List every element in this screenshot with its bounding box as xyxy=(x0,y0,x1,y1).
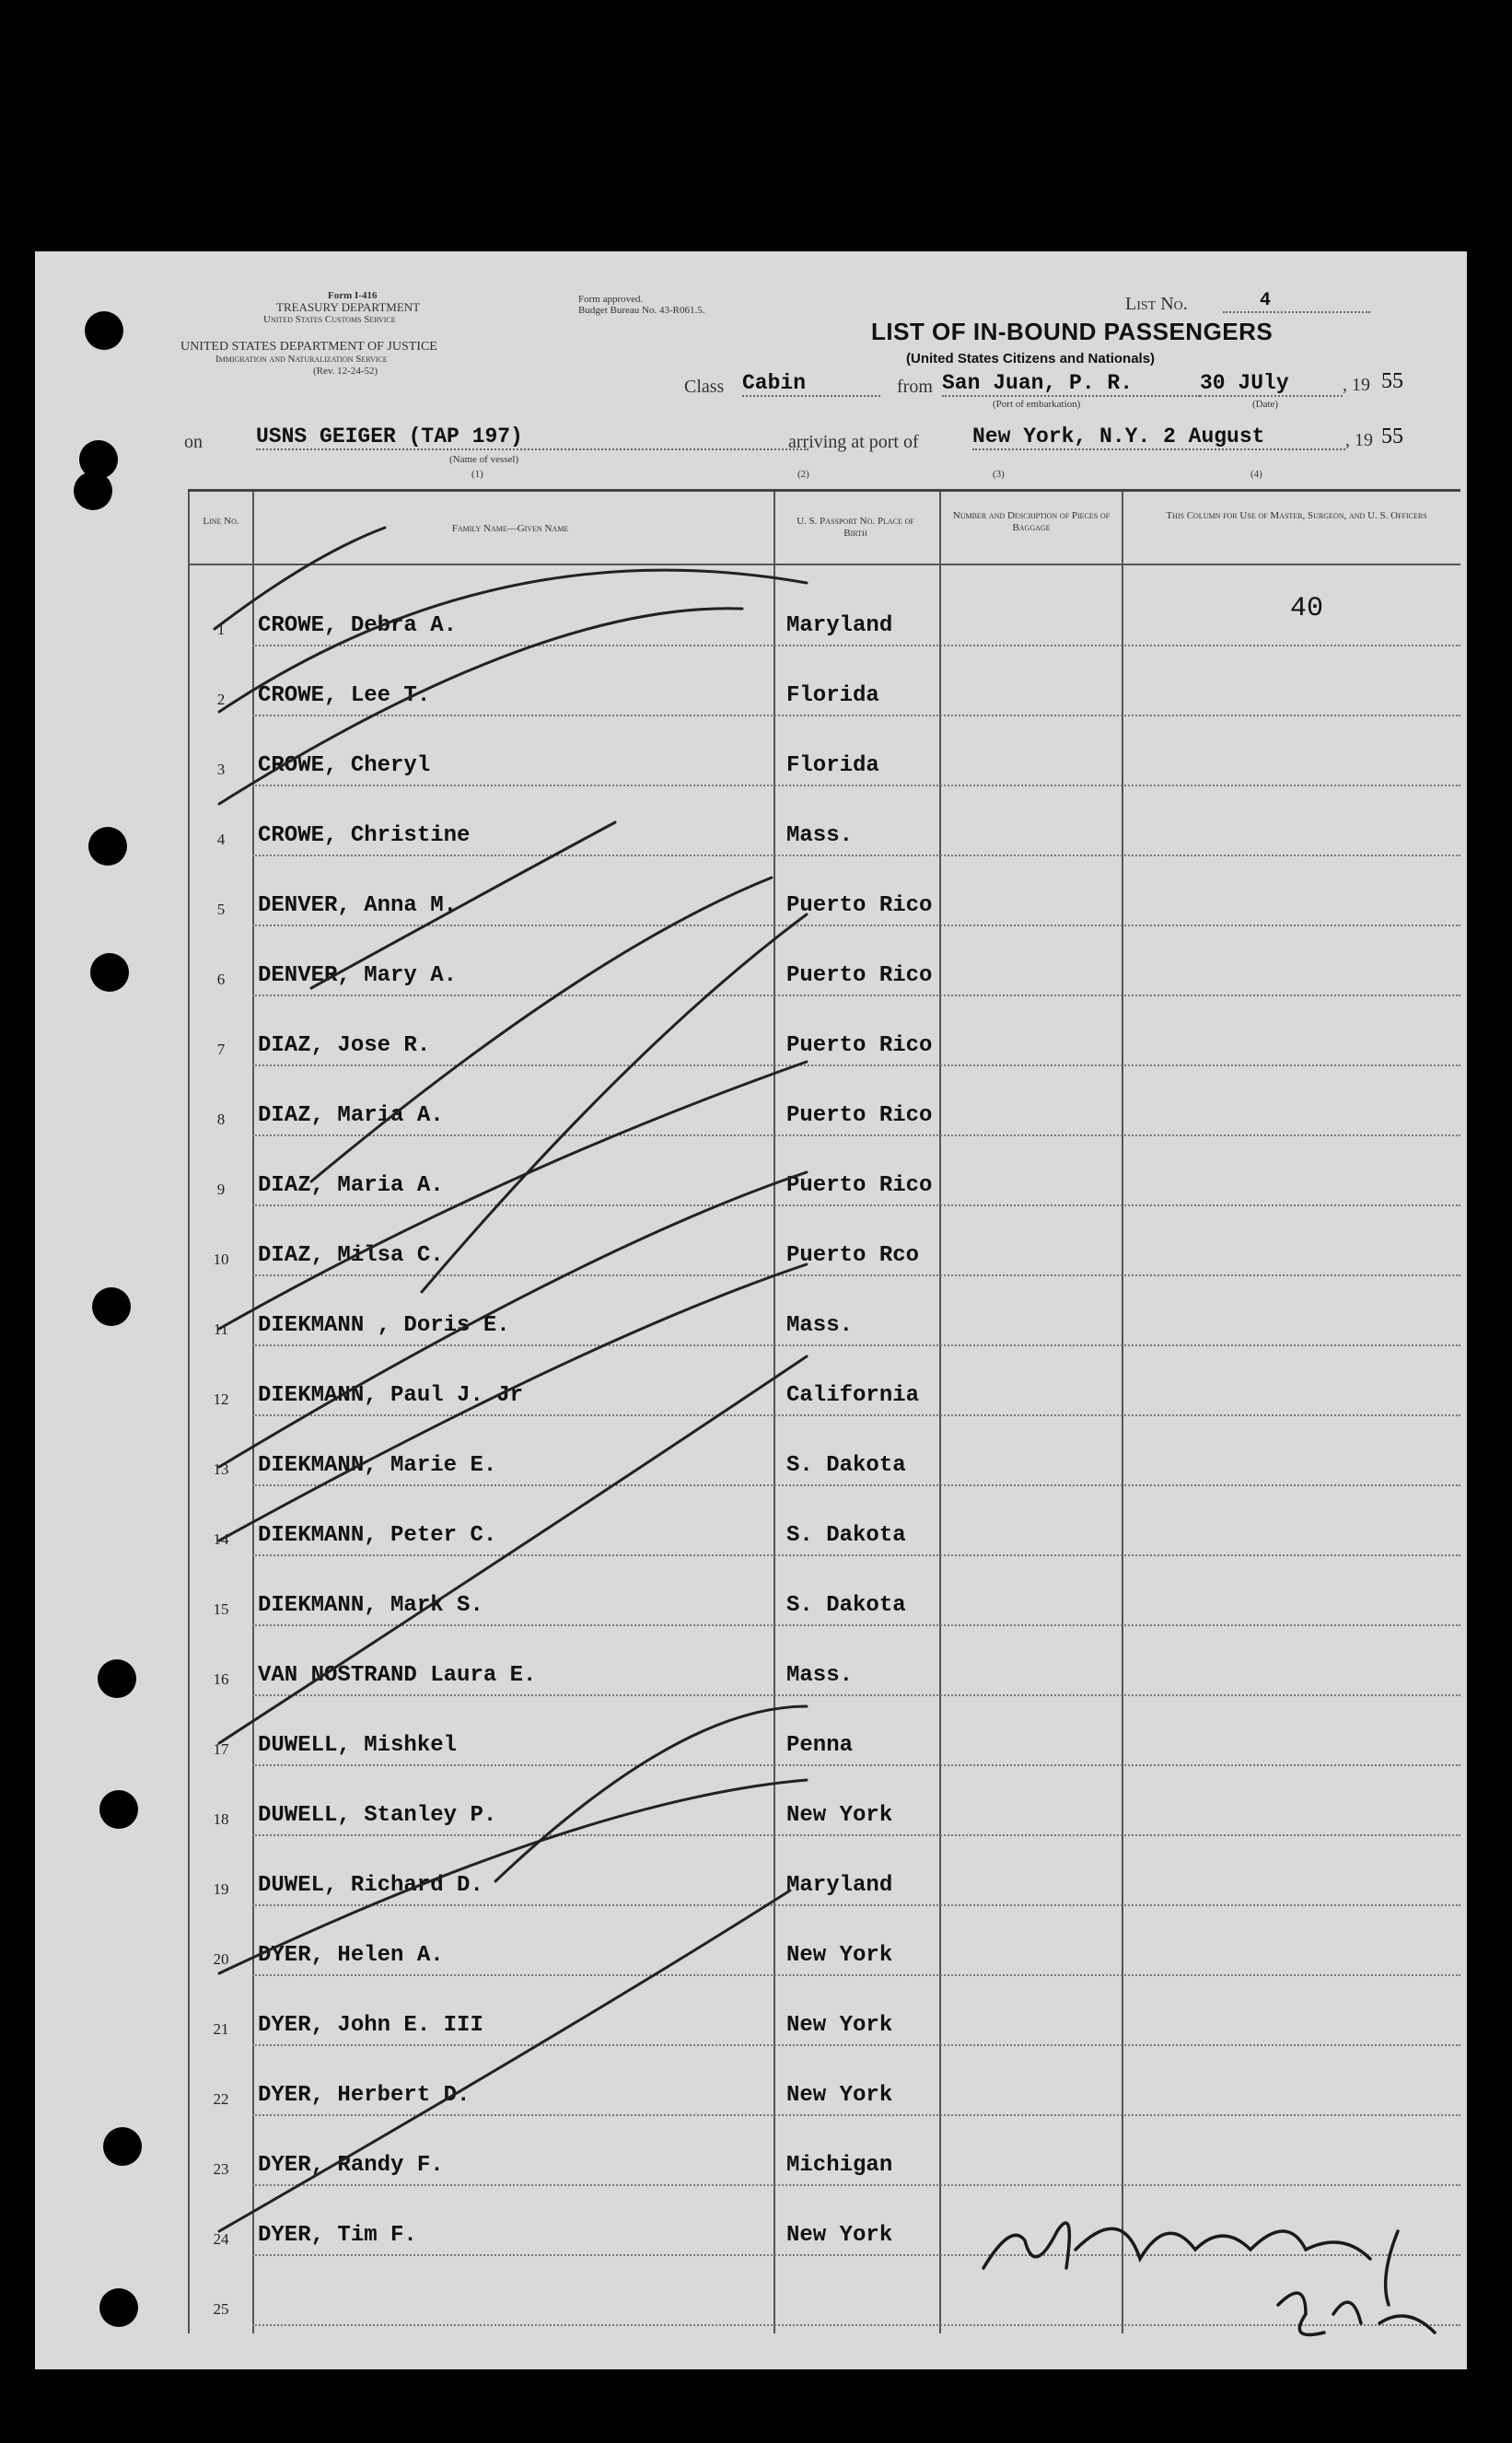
form-revision: (Rev. 12-24-52) xyxy=(313,366,378,377)
page-title: LIST OF IN-BOUND PASSENGERS xyxy=(871,318,1274,345)
passenger-name: DYER, Randy F. xyxy=(258,2153,444,2178)
header-officers: This Column for Use of Master, Surgeon, and U. S. Officers xyxy=(1166,510,1427,521)
passenger-name: CROWE, Christine xyxy=(258,823,471,848)
year-prefix-2: , 19 xyxy=(1345,430,1373,450)
place-of-birth: Mass. xyxy=(786,1663,854,1688)
handwritten-check-marks xyxy=(35,251,1467,2369)
row-line-number: 5 xyxy=(216,901,226,918)
col-ref-2: (2) xyxy=(797,469,809,480)
row-line-number: 4 xyxy=(216,831,226,848)
year-prefix-1: , 19 xyxy=(1343,375,1370,395)
class-label: Class xyxy=(684,377,725,397)
row-line-number: 2 xyxy=(216,691,226,708)
punch-hole xyxy=(92,1287,131,1326)
page-subtitle: (United States Citizens and Nationals) xyxy=(906,351,1156,366)
place-of-birth: New York xyxy=(786,1943,893,1968)
passenger-name: DIEKMANN, Peter C. xyxy=(258,1523,497,1548)
place-of-birth: Puerto Rico xyxy=(786,1173,933,1198)
punch-hole xyxy=(99,2288,138,2327)
passenger-name: DIEKMANN, Mark S. xyxy=(258,1593,483,1618)
punch-hole xyxy=(98,1659,136,1698)
passenger-name: DUWELL, Mishkel xyxy=(258,1733,458,1758)
row-line-number: 20 xyxy=(213,1950,229,1968)
row-line-number: 24 xyxy=(213,2230,229,2248)
row-line-number: 23 xyxy=(213,2160,229,2178)
year-2: 55 xyxy=(1381,425,1403,448)
budget-bureau: Budget Bureau No. 43-R061.5. xyxy=(578,305,705,316)
place-of-birth: Maryland xyxy=(786,1873,893,1898)
place-of-birth: Puerto Rico xyxy=(786,893,933,918)
row-line-number: 22 xyxy=(213,2090,229,2108)
punch-hole xyxy=(99,1790,138,1829)
passenger-name: CROWE, Cheryl xyxy=(258,753,431,778)
row-line-number: 14 xyxy=(213,1530,229,1548)
list-no-value: 4 xyxy=(1223,290,1370,313)
col-ref-4: (4) xyxy=(1250,469,1262,480)
port-embarkation-caption: (Port of embarkation) xyxy=(993,399,1081,410)
place-of-birth: New York xyxy=(786,1803,893,1828)
punch-hole xyxy=(90,953,129,992)
passenger-name: CROWE, Debra A. xyxy=(258,613,458,638)
row-line-number: 7 xyxy=(216,1041,226,1058)
customs-service: United States Customs Service xyxy=(263,314,396,325)
passenger-name: DUWEL, Richard D. xyxy=(258,1873,483,1898)
passenger-name: DIAZ, Maria A. xyxy=(258,1103,444,1128)
passenger-name: CROWE, Lee T. xyxy=(258,683,431,708)
row-line-number: 15 xyxy=(213,1600,229,1618)
row-line-number: 18 xyxy=(213,1810,229,1828)
punch-hole xyxy=(85,311,123,350)
place-of-birth: Florida xyxy=(786,753,879,778)
col-ref-3: (3) xyxy=(993,469,1005,480)
row-line-number: 11 xyxy=(213,1320,229,1338)
row-line-number: 17 xyxy=(213,1740,229,1758)
col-ref-1: (1) xyxy=(471,469,483,480)
passenger-name: DYER, Herbert D. xyxy=(258,2083,471,2108)
place-of-birth: New York xyxy=(786,2223,893,2248)
place-of-birth: Penna xyxy=(786,1733,854,1758)
year-1: 55 xyxy=(1381,369,1403,393)
passenger-name: DIAZ, Maria A. xyxy=(258,1173,444,1198)
class-value: Cabin xyxy=(742,371,880,397)
manifest-page xyxy=(35,251,1467,2369)
place-of-birth: Mass. xyxy=(786,823,854,848)
ins-service: Immigration and Naturalization Service xyxy=(215,354,388,365)
place-of-birth: New York xyxy=(786,2083,893,2108)
place-of-birth: New York xyxy=(786,2013,893,2038)
passenger-name: DENVER, Anna M. xyxy=(258,893,458,918)
form-id: Form I-416 xyxy=(328,290,378,301)
header-passport: U. S. Passport No. Place of Birth xyxy=(797,516,914,540)
passenger-name: DYER, John E. III xyxy=(258,2013,483,2038)
row-line-number: 9 xyxy=(216,1181,226,1198)
place-of-birth: Florida xyxy=(786,683,879,708)
place-of-birth: Mass. xyxy=(786,1313,854,1338)
place-of-birth: Michigan xyxy=(786,2153,893,2178)
row-line-number: 13 xyxy=(213,1460,229,1478)
row-line-number: 10 xyxy=(213,1251,229,1268)
header-baggage: Number and Description of Pieces of Baggage xyxy=(952,510,1111,534)
row-line-number: 21 xyxy=(213,2020,229,2038)
passenger-name: DYER, Helen A. xyxy=(258,1943,444,1968)
date-caption: (Date) xyxy=(1252,399,1279,410)
place-of-birth: Puerto Rico xyxy=(786,1033,933,1058)
place-of-birth: S. Dakota xyxy=(786,1593,906,1618)
row-line-number: 19 xyxy=(213,1880,229,1898)
vessel-caption: (Name of vessel) xyxy=(449,454,519,465)
form-approved: Form approved. xyxy=(578,294,644,305)
row-line-number: 1 xyxy=(216,621,226,638)
arrival-port-value: New York, N.Y. 2 August xyxy=(972,425,1345,450)
passenger-name: DYER, Tim F. xyxy=(258,2223,417,2248)
place-of-birth: Puerto Rico xyxy=(786,1103,933,1128)
place-of-birth: Puerto Rico xyxy=(786,963,933,988)
row-line-number: 8 xyxy=(216,1111,226,1128)
from-value: San Juan, P. R. xyxy=(942,371,1200,397)
passenger-name: DIEKMANN , Doris E. xyxy=(258,1313,510,1338)
passenger-name: DIEKMANN, Paul J. Jr xyxy=(258,1383,524,1408)
passenger-name: DIAZ, Milsa C. xyxy=(258,1243,444,1268)
place-of-birth: Puerto Rco xyxy=(786,1243,920,1268)
passenger-name: DENVER, Mary A. xyxy=(258,963,458,988)
punch-hole xyxy=(74,471,112,510)
punch-hole xyxy=(103,2127,142,2166)
from-label: from xyxy=(897,377,933,397)
signature-scrawl xyxy=(983,2223,1435,2335)
row-line-number: 25 xyxy=(213,2300,229,2318)
arriving-label: arriving at port of xyxy=(788,432,919,452)
passenger-name: VAN NOSTRAND Laura E. xyxy=(258,1663,537,1688)
passenger-name: DIEKMANN, Marie E. xyxy=(258,1453,497,1478)
row-line-number: 3 xyxy=(216,761,226,778)
officer-note: 40 xyxy=(1290,593,1324,624)
vessel-value: USNS GEIGER (TAP 197) xyxy=(256,425,808,450)
header-name: Family Name—Given Name xyxy=(451,523,569,534)
passenger-name: DUWELL, Stanley P. xyxy=(258,1803,497,1828)
justice-dept: UNITED STATES DEPARTMENT OF JUSTICE xyxy=(180,340,437,354)
punch-hole xyxy=(88,827,127,866)
header-line-no: Line No. xyxy=(203,516,239,527)
treasury-dept: TREASURY DEPARTMENT xyxy=(276,300,421,314)
row-line-number: 16 xyxy=(213,1670,229,1688)
place-of-birth: California xyxy=(786,1383,920,1408)
place-of-birth: Maryland xyxy=(786,613,893,638)
on-label: on xyxy=(184,432,203,452)
date-from-value: 30 JUly xyxy=(1200,371,1343,397)
row-line-number: 6 xyxy=(216,971,226,988)
row-line-number: 12 xyxy=(213,1390,229,1408)
passenger-name: DIAZ, Jose R. xyxy=(258,1033,431,1058)
place-of-birth: S. Dakota xyxy=(786,1523,906,1548)
place-of-birth: S. Dakota xyxy=(786,1453,906,1478)
list-no-label: List No. xyxy=(1125,294,1188,314)
